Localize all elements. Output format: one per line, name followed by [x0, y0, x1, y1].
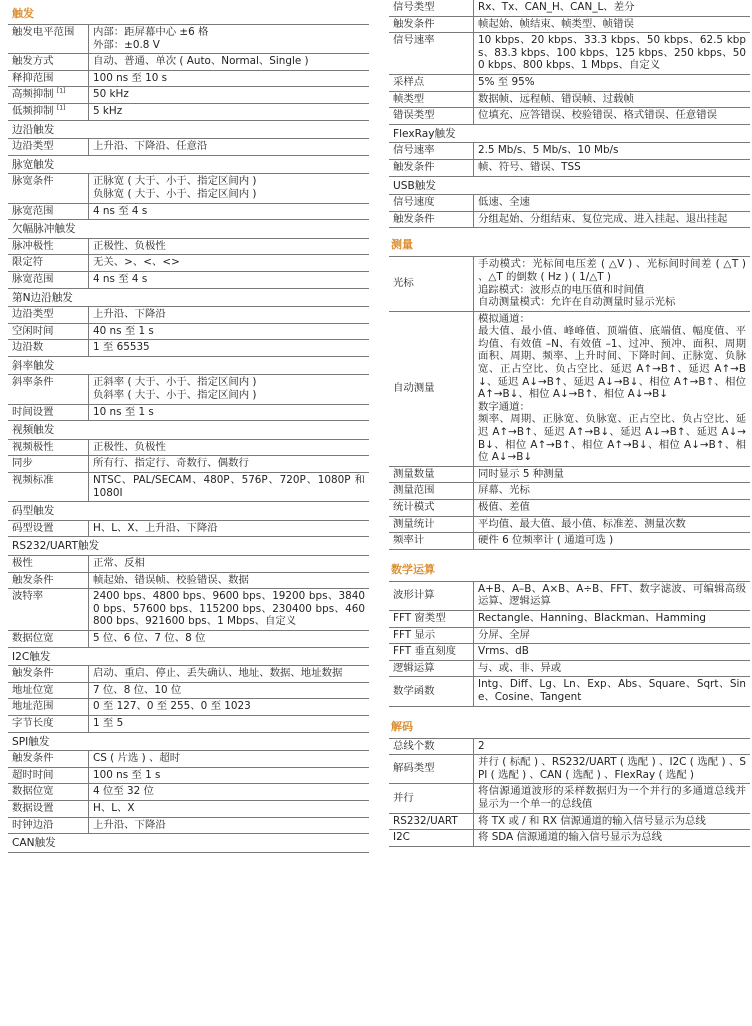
spec-row [8, 439, 369, 456]
spec-label [389, 466, 474, 483]
spec-row [389, 143, 750, 160]
spec-value: 4 ns 至 4 s [89, 271, 370, 288]
spec-label [8, 203, 89, 220]
spec-row [389, 483, 750, 500]
spec-row [389, 739, 750, 755]
spec-label [8, 87, 89, 104]
subsection-heading [389, 176, 750, 195]
spec-label [8, 556, 89, 573]
spec-value: 50 kHz [89, 87, 370, 104]
spec-value: 正极性、负极性 [89, 439, 370, 456]
subsection-heading-label: I2C触发 [8, 647, 369, 666]
spec-label [8, 340, 89, 357]
spec-value: 正极性、负极性 [89, 238, 370, 255]
section-title-math: 数学运算 [389, 550, 750, 582]
spec-label-text: 数学函数 [393, 684, 435, 697]
spec-label-text: 时钟边沿 [12, 818, 54, 831]
spec-value: 正斜率 ( 大于、小于、指定区间内 ) 负斜率 ( 大于、小于、指定区间内 ) [89, 375, 370, 404]
spec-row [389, 516, 750, 533]
spec-label-text: 信号速率 [393, 34, 435, 47]
spec-label-text: 视频极性 [12, 440, 54, 453]
spec-row [389, 610, 750, 627]
spec-label-text: 数据设置 [12, 801, 54, 814]
subsection-heading [8, 288, 369, 307]
spec-value: 4 ns 至 4 s [89, 203, 370, 220]
spec-label [389, 257, 474, 311]
spec-label [8, 271, 89, 288]
spec-label [8, 767, 89, 784]
spec-label-text: 触发条件 [12, 573, 54, 586]
spec-label [389, 108, 474, 125]
right-column [389, 0, 750, 847]
spec-label-text: 释抑范围 [12, 71, 54, 84]
spec-row [389, 784, 750, 813]
section-title-measure: 测量 [389, 228, 750, 257]
spec-label [8, 817, 89, 834]
spec-value: 自动、普通、单次 ( Auto、Normal、Single ) [89, 54, 370, 71]
subsection-heading [8, 120, 369, 139]
spec-value: 5 kHz [89, 103, 370, 120]
spec-label [389, 195, 474, 212]
spec-value: 1 至 65535 [89, 340, 370, 357]
spec-value: 2 [474, 739, 751, 755]
spec-row [8, 271, 369, 288]
spec-row [389, 677, 750, 706]
spec-label-text: 触发条件 [393, 17, 435, 30]
spec-row [8, 715, 369, 732]
spec-row [389, 813, 750, 830]
spec-value: 分屏、全屏 [474, 627, 751, 644]
spec-label [389, 311, 474, 466]
spec-value: 正常、反相 [89, 556, 370, 573]
spec-label-text: 限定符 [12, 256, 44, 269]
spec-row [8, 751, 369, 768]
spec-row [8, 666, 369, 683]
spec-label-text: 边沿数 [12, 341, 44, 354]
spec-label [389, 483, 474, 500]
spec-label [8, 174, 89, 203]
spec-label-text: 超时时间 [12, 768, 54, 781]
spec-value: 10 ns 至 1 s [89, 404, 370, 421]
spec-value: 启动、重启、停止、丢失确认、地址、数据、地址数据 [89, 666, 370, 683]
subsection-heading [8, 356, 369, 375]
spec-value: 位填充、应答错误、校验错误、格式错误、任意错误 [474, 108, 751, 125]
spec-label [8, 520, 89, 537]
spec-label-text: 码型设置 [12, 521, 54, 534]
spec-row [8, 54, 369, 71]
spec-label [8, 751, 89, 768]
spec-value: H、L、X [89, 800, 370, 817]
spec-label [389, 784, 474, 813]
spec-label-text: 测量范围 [393, 484, 435, 497]
spec-label [8, 323, 89, 340]
spec-label [8, 70, 89, 87]
subsection-heading [8, 220, 369, 239]
spec-label-text: 测量统计 [393, 517, 435, 530]
spec-value: 1 至 5 [89, 715, 370, 732]
spec-label-text: 逻辑运算 [393, 661, 435, 674]
spec-value: 正脉宽 ( 大于、小于、指定区间内 ) 负脉宽 ( 大于、小于、指定区间内 ) [89, 174, 370, 203]
spec-value: 无关、>、<、<> [89, 255, 370, 272]
subsection-heading-label: 脉宽触发 [8, 155, 369, 174]
spec-value: 将 SDA 信源通道的输入信号显示为总线 [474, 830, 751, 847]
spec-label [8, 666, 89, 683]
subsection-heading-label: USB触发 [389, 176, 750, 195]
spec-label [389, 644, 474, 661]
spec-label [389, 533, 474, 550]
spec-label [8, 572, 89, 589]
spec-label-text: 触发电平范围 [12, 26, 75, 38]
spec-row [8, 572, 369, 589]
measure-spec-table [389, 257, 750, 549]
trigger-spec-table [8, 25, 369, 853]
spec-label-text: 斜率条件 [12, 376, 54, 389]
spec-label [8, 54, 89, 71]
spec-value: A+B、A–B、A×B、A÷B、FFT、数字滤波、可编辑高级运算、逻辑运算 [474, 582, 751, 611]
spec-label-text: 光标 [393, 277, 414, 290]
spec-value: 上升沿、下降沿 [89, 817, 370, 834]
spec-label [8, 139, 89, 156]
spec-row [389, 755, 750, 784]
section-title-trigger: 触发 [8, 0, 369, 25]
spec-label [8, 589, 89, 631]
spec-label [8, 255, 89, 272]
spec-value: 2400 bps、4800 bps、9600 bps、19200 bps、38400 bps、57600 bps、115200 bps、230400 bps、460800 bps、921600 bps、1 Mbps、自定义 [89, 589, 370, 631]
spec-value: 内部：距屏幕中心 ±6 格 外部：±0.8 V [89, 25, 370, 54]
subsection-heading-label: RS232/UART触发 [8, 537, 369, 556]
spec-label-text: 解码类型 [393, 762, 435, 775]
spec-label-text: 触发条件 [393, 160, 435, 173]
decode-spec-table [389, 739, 750, 847]
spec-value: 低速、全速 [474, 195, 751, 212]
spec-label-text: 脉宽条件 [12, 175, 54, 188]
spec-label-text: 字节长度 [12, 716, 54, 729]
spec-row [389, 195, 750, 212]
spec-label-text: 信号速度 [393, 196, 435, 209]
spec-label [389, 159, 474, 176]
spec-label-text: RS232/UART [393, 814, 458, 827]
spec-value: H、L、X、上升沿、下降沿 [89, 520, 370, 537]
spec-label-text: 触发条件 [12, 667, 54, 680]
spec-row [389, 466, 750, 483]
spec-label-text: 边沿类型 [12, 308, 54, 321]
spec-label-text: 数据位宽 [12, 785, 54, 798]
subsection-heading-label: 边沿触发 [8, 120, 369, 139]
spec-label [8, 682, 89, 699]
spec-label-text: 边沿类型 [12, 140, 54, 153]
spec-label-text: 脉宽范围 [12, 204, 54, 217]
subsection-heading [8, 732, 369, 751]
spec-label-text: 空闲时间 [12, 324, 54, 337]
spec-label-text: 信号类型 [393, 1, 435, 13]
spec-label-text: 视频标准 [12, 474, 54, 487]
spec-row [389, 830, 750, 847]
spec-value: 与、或、非、异或 [474, 660, 751, 677]
spec-row [389, 257, 750, 311]
spec-row [8, 25, 369, 54]
spec-row [8, 255, 369, 272]
subsection-heading-label: SPI触发 [8, 732, 369, 751]
spec-row [389, 33, 750, 75]
footnote-marker: [1] [56, 87, 66, 95]
spec-label-text: 波特率 [12, 590, 44, 603]
spec-row [389, 211, 750, 228]
spec-value: 40 ns 至 1 s [89, 323, 370, 340]
spec-label [8, 404, 89, 421]
spec-label [389, 211, 474, 228]
subsection-heading [8, 537, 369, 556]
spec-label [8, 699, 89, 716]
spec-row [8, 70, 369, 87]
spec-label [389, 33, 474, 75]
spec-row [8, 323, 369, 340]
spec-label [8, 439, 89, 456]
spec-row [8, 473, 369, 502]
spec-row [8, 174, 369, 203]
spec-label-text: 时间设置 [12, 405, 54, 418]
spec-row [8, 87, 369, 104]
spec-row [8, 699, 369, 716]
spec-row [8, 103, 369, 120]
spec-value: NTSC、PAL/SECAM、480P、576P、720P、1080P 和 1080I [89, 473, 370, 502]
subsection-heading [8, 155, 369, 174]
spec-row [389, 311, 750, 466]
spec-label [389, 610, 474, 627]
section-title-decode: 解码 [389, 707, 750, 739]
spec-row [389, 74, 750, 91]
spec-label [389, 516, 474, 533]
spec-row [389, 0, 750, 16]
spec-row [389, 582, 750, 611]
spec-value: 模拟通道： 最大值、最小值、峰峰值、顶端值、底端值、幅度值、平均值、有效值 –N、有效值 –1、过冲、预冲、面积、周期面积、周期、频率、上升时间、下降时间、正脉宽、负脉宽、正占空比、负占空比、延迟 A↑→B↑、延迟 A↑→B↓、延迟 A↓→B↑、延迟 A↓→B↓、相位 A↑→B↑、相位 A↑→B↓、相位 A↓→B↑、相位 A↓→B↓ 数字通道： 频率、周期、正脉宽、负脉宽、正占空比、负占空比、延迟 A↑→B↑、延迟 A↑→B↓、延迟 A↓→B↑、延迟 A↓→B↓、相位 A↑→B↑、相位 A↑→B↓、相位 A↓→B↑、相位 A↓→B↓ [474, 311, 751, 466]
spec-label [389, 755, 474, 784]
subsection-heading [8, 834, 369, 853]
spec-label [389, 660, 474, 677]
spec-row [389, 91, 750, 108]
spec-label-text: I2C [393, 831, 410, 844]
spec-label [8, 25, 89, 54]
spec-value: 硬件 6 位频率计 ( 通道可选 ) [474, 533, 751, 550]
spec-label [389, 74, 474, 91]
spec-label-text: 信号速率 [393, 144, 435, 157]
spec-value: 上升沿、下降沿 [89, 307, 370, 324]
spec-label [8, 784, 89, 801]
spec-value: 所有行、指定行、奇数行、偶数行 [89, 456, 370, 473]
spec-label [389, 582, 474, 611]
spec-row [8, 375, 369, 404]
spec-label [8, 800, 89, 817]
spec-label [389, 830, 474, 847]
spec-value: 2.5 Mb/s、5 Mb/s、10 Mb/s [474, 143, 751, 160]
spec-row [8, 682, 369, 699]
spec-row [8, 203, 369, 220]
spec-label [8, 375, 89, 404]
spec-value: 帧起始、帧结束、帧类型、帧错误 [474, 16, 751, 33]
spec-value: 4 位至 32 位 [89, 784, 370, 801]
spec-label [389, 500, 474, 517]
spec-value: 屏幕、光标 [474, 483, 751, 500]
spec-row [389, 660, 750, 677]
spec-value: 帧、符号、错误、TSS [474, 159, 751, 176]
spec-value: 将 TX 或 / 和 RX 信源通道的输入信号显示为总线 [474, 813, 751, 830]
spec-label-text: 波形计算 [393, 589, 435, 602]
spec-label-text: 总线个数 [393, 739, 435, 752]
spec-label-text: 低频抑制 [12, 104, 54, 117]
spec-label-text: 并行 [393, 791, 414, 804]
math-spec-table [389, 582, 750, 707]
spec-label [8, 103, 89, 120]
spec-row [8, 589, 369, 631]
spec-value: 平均值、最大值、最小值、标准差、测量次数 [474, 516, 751, 533]
subsection-heading-label: FlexRay触发 [389, 124, 750, 143]
spec-row [8, 238, 369, 255]
subsection-heading [389, 124, 750, 143]
spec-value: 100 ns 至 10 s [89, 70, 370, 87]
spec-label-text: 统计模式 [393, 501, 435, 513]
spec-label-text: 帧类型 [393, 92, 425, 105]
spec-label-text: FFT 显示 [393, 628, 436, 641]
spec-value: 帧起始、错误帧、校验错误、数据 [89, 572, 370, 589]
left-column [8, 0, 369, 853]
spec-value: 10 kbps、20 kbps、33.3 kbps、50 kbps、62.5 kbps、83.3 kbps、100 kbps、125 kbps、250 kbps、500 kbps、800 kbps、1 Mbps、自定义 [474, 33, 751, 75]
subsection-heading [8, 647, 369, 666]
spec-value: 5 位、6 位、7 位、8 位 [89, 630, 370, 647]
spec-row [8, 784, 369, 801]
subsection-heading-label: 第N边沿触发 [8, 288, 369, 307]
spec-label-text: 脉宽范围 [12, 272, 54, 285]
spec-row [8, 139, 369, 156]
spec-row [389, 644, 750, 661]
spec-label-text: 极性 [12, 557, 33, 569]
spec-row [8, 456, 369, 473]
spec-label [8, 238, 89, 255]
spec-row [8, 630, 369, 647]
spec-label [8, 630, 89, 647]
spec-value: 同时显示 5 种测量 [474, 466, 751, 483]
spec-label [389, 677, 474, 706]
spec-value: 极值、差值 [474, 500, 751, 517]
spec-label-text: 高频抑制 [12, 88, 54, 101]
spec-value: Rx、Tx、CAN_H、CAN_L、差分 [474, 0, 751, 16]
subsection-heading-label: 斜率触发 [8, 356, 369, 375]
trigger-continued-table [389, 0, 750, 228]
spec-label-text: 触发条件 [393, 212, 435, 225]
spec-value: 7 位、8 位、10 位 [89, 682, 370, 699]
spec-label-text: 自动测量 [393, 381, 435, 394]
spec-label-text: 错误类型 [393, 109, 435, 122]
spec-label-text: FFT 垂直刻度 [393, 645, 456, 658]
spec-row [8, 520, 369, 537]
spec-label-text: 测量数量 [393, 467, 435, 480]
spec-label-text: 数据位宽 [12, 631, 54, 644]
subsection-heading-label: 欠幅脉冲触发 [8, 220, 369, 239]
spec-label-text: 频率计 [393, 534, 425, 547]
spec-label-text: FFT 窗类型 [393, 611, 446, 624]
subsection-heading [8, 502, 369, 521]
spec-label-text: 地址位宽 [12, 683, 54, 696]
subsection-heading-label: CAN触发 [8, 834, 369, 853]
spec-value: 5% 至 95% [474, 74, 751, 91]
spec-value: 100 ns 至 1 s [89, 767, 370, 784]
spec-label-text: 地址范围 [12, 700, 54, 713]
spec-value: Rectangle、Hanning、Blackman、Hamming [474, 610, 751, 627]
spec-row [389, 533, 750, 550]
subsection-heading-label: 视频触发 [8, 421, 369, 440]
spec-value: CS ( 片选 ) 、超时 [89, 751, 370, 768]
spec-row [389, 16, 750, 33]
spec-value: Intg、Diff、Lg、Ln、Exp、Abs、Square、Sqrt、Sine、Cosine、Tangent [474, 677, 751, 706]
spec-row [8, 556, 369, 573]
spec-label [389, 143, 474, 160]
spec-row [8, 800, 369, 817]
subsection-heading [8, 421, 369, 440]
footnote-marker: [1] [56, 104, 66, 112]
spec-row [8, 767, 369, 784]
spec-label-text: 采样点 [393, 75, 425, 88]
spec-label [389, 627, 474, 644]
spec-label [389, 0, 474, 16]
spec-label [389, 813, 474, 830]
spec-label-text: 同步 [12, 457, 33, 470]
spec-label [389, 739, 474, 755]
spec-label [8, 456, 89, 473]
spec-value: 上升沿、下降沿、任意沿 [89, 139, 370, 156]
spec-value: 手动模式：光标间电压差 ( △V ) 、光标间时间差 ( △T ) 、△T 的倒数 ( Hz ) ( 1/△T ) 追踪模式：波形点的电压值和时间值 自动测量模式：允许在自动测量时显示光标 [474, 257, 751, 311]
spec-label [389, 91, 474, 108]
spec-label [389, 16, 474, 33]
spec-label [8, 715, 89, 732]
spec-value: 分组起始、分组结束、复位完成、进入挂起、退出挂起 [474, 211, 751, 228]
spec-row [8, 817, 369, 834]
spec-row [8, 340, 369, 357]
spec-value: 数据帧、远程帧、错误帧、过载帧 [474, 91, 751, 108]
spec-row [8, 307, 369, 324]
spec-row [389, 108, 750, 125]
spec-row [389, 159, 750, 176]
spec-value: 0 至 127、0 至 255、0 至 1023 [89, 699, 370, 716]
spec-label [8, 473, 89, 502]
spec-row [8, 404, 369, 421]
subsection-heading-label: 码型触发 [8, 502, 369, 521]
spec-label [8, 307, 89, 324]
spec-value: 将信源通道波形的采样数据归为一个并行的多通道总线并显示为一个单一的总线值 [474, 784, 751, 813]
spec-row [389, 627, 750, 644]
spec-value: Vrms、dB [474, 644, 751, 661]
spec-label-text: 脉冲极性 [12, 239, 54, 252]
spec-label-text: 触发条件 [12, 752, 54, 765]
spec-label-text: 触发方式 [12, 55, 54, 68]
spec-value: 并行 ( 标配 ) 、RS232/UART ( 选配 ) 、I2C ( 选配 ) 、SPI ( 选配 ) 、CAN ( 选配 ) 、FlexRay ( 选配 ) [474, 755, 751, 784]
spec-row [389, 500, 750, 517]
